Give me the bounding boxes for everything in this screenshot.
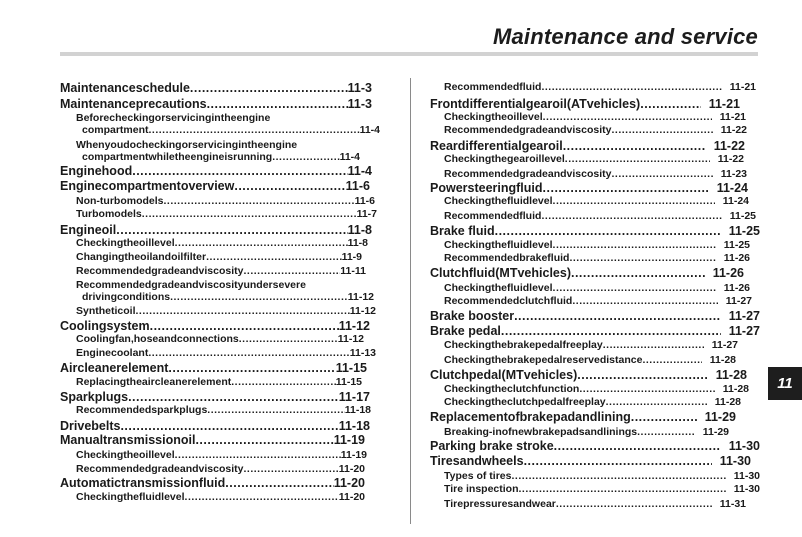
dot-leader: [571, 266, 705, 280]
toc-entry-title: Maintenanceprecautions: [60, 97, 207, 111]
dot-leader: [512, 470, 726, 482]
toc-entry[interactable]: [60, 179, 370, 193]
toc-entry-title: Brake booster: [430, 309, 515, 323]
toc-entry-title: Checkingthebrakepedalfreeplay: [444, 339, 603, 351]
toc-entry[interactable]: [60, 164, 372, 178]
toc-entry[interactable]: [430, 224, 760, 238]
toc-page-number: 11-11: [340, 265, 366, 277]
toc-page-number: 11-12: [338, 319, 370, 333]
toc-entry[interactable]: [444, 252, 750, 264]
toc-page-number: 11-4: [347, 164, 372, 178]
dot-leader: [231, 376, 335, 388]
toc-entry[interactable]: [444, 295, 752, 307]
toc-entry-title: Recommendedfluid: [444, 81, 542, 93]
dot-leader: [563, 139, 706, 153]
dot-leader: [572, 295, 717, 307]
dot-leader: [120, 419, 338, 433]
toc-page-number: 11-4: [359, 124, 380, 136]
toc-entry-title: Tire inspection: [444, 483, 519, 495]
toc-entry[interactable]: [60, 476, 365, 490]
toc-entry-title: Replacementofbrakepadandlining: [430, 410, 631, 424]
toc-entry[interactable]: [60, 223, 372, 237]
toc-page-number: 11-27: [711, 339, 738, 351]
toc-page-number: 11-30: [728, 439, 760, 453]
toc-page-number: 11-21: [708, 97, 740, 111]
toc-entry[interactable]: [430, 181, 748, 195]
toc-page-number: 11-29: [702, 426, 729, 438]
dot-leader: [606, 396, 707, 408]
toc-page-number: 11-12: [347, 291, 374, 303]
toc-entry-title: Replacingtheaircleanerelement: [76, 376, 232, 388]
toc-entry[interactable]: [76, 208, 377, 220]
toc-entry[interactable]: [76, 404, 371, 416]
toc-entry-title: Brake pedal: [430, 324, 501, 338]
toc-entry[interactable]: [430, 410, 736, 424]
dot-leader: [116, 223, 347, 237]
toc-page-number: 11-30: [719, 454, 751, 468]
toc-page-number: 11-15: [335, 376, 362, 388]
dot-leader: [207, 404, 344, 416]
dot-leader: [185, 491, 339, 503]
toc-entry-title[interactable]: Recommendedgradeandviscosityundersevere: [76, 279, 306, 291]
toc-page-number: 11-9: [341, 251, 362, 263]
toc-entry[interactable]: [76, 195, 375, 207]
toc-entry[interactable]: [430, 454, 751, 468]
toc-entry-title: Checkingthefluidlevel: [76, 491, 185, 503]
toc-page-number: 11-26: [712, 266, 744, 280]
dot-leader: [565, 153, 710, 165]
dot-leader: [142, 208, 357, 220]
toc-entry-title: Enginecompartmentoverview: [60, 179, 235, 193]
toc-entry[interactable]: [444, 124, 747, 136]
toc-page-number: 11-21: [719, 111, 746, 123]
toc-page-number: 11-22: [717, 153, 744, 165]
toc-entry[interactable]: [444, 339, 738, 351]
toc-page-number: 11-31: [719, 498, 746, 510]
dot-leader: [149, 124, 360, 136]
toc-entry[interactable]: [76, 463, 365, 475]
dot-leader: [524, 454, 712, 468]
toc-entry-title: Clutchfluid(MTvehicles): [430, 266, 571, 280]
toc-entry[interactable]: [444, 498, 746, 510]
toc-entry-title: Aircleanerelement: [60, 361, 169, 375]
dot-leader: [553, 282, 716, 294]
toc-page-number: 11-15: [335, 361, 367, 375]
toc-entry-title: Recommendedclutchfluid: [444, 295, 573, 307]
toc-page-number: 11-19: [340, 449, 367, 461]
toc-entry-title: compartmentwhiletheengineisrunning: [82, 151, 273, 163]
toc-page-number: 11-29: [704, 410, 736, 424]
dot-leader: [543, 111, 712, 123]
dot-leader: [272, 151, 339, 163]
toc-page-number: 11-22: [720, 124, 747, 136]
toc-entry-title: Checkingthefluidlevel: [444, 239, 553, 251]
toc-page-number: 11-28: [715, 368, 747, 382]
toc-page-number: 11-18: [344, 404, 371, 416]
toc-entry[interactable]: [82, 151, 360, 163]
toc-page-number: 11-3: [347, 97, 372, 111]
toc-page-number: 11-18: [338, 419, 370, 433]
dot-leader: [631, 410, 697, 424]
dot-leader: [519, 483, 726, 495]
toc-entry[interactable]: [444, 81, 756, 93]
toc-entry-title: Checkingthebrakepedalreservedistance: [444, 354, 643, 366]
dot-leader: [195, 433, 333, 447]
toc-entry[interactable]: [444, 426, 729, 438]
toc-entry[interactable]: [430, 368, 747, 382]
toc-page-number: 11-6: [345, 179, 370, 193]
toc-page-number: 11-21: [729, 81, 756, 93]
dot-leader: [132, 164, 347, 178]
toc-entry-title: Recommendedsparkplugs: [76, 404, 208, 416]
toc-entry-title: Maintenanceschedule: [60, 81, 190, 95]
toc-entry-title: Powersteeringfluid: [430, 181, 543, 195]
toc-entry[interactable]: [82, 291, 374, 303]
toc-page-number: 11-4: [339, 151, 360, 163]
toc-entry-title: Manualtransmissionoil: [60, 433, 196, 447]
toc-entry-title: Recommendedgradeandviscosity: [444, 168, 612, 180]
toc-page-number: 11-26: [723, 282, 750, 294]
toc-page-number: 11-13: [349, 347, 376, 359]
dot-leader: [553, 239, 716, 251]
toc-entry[interactable]: [76, 347, 376, 359]
dot-leader: [640, 97, 701, 111]
toc-page-number: 11-30: [733, 483, 760, 495]
dot-leader: [611, 124, 712, 136]
toc-entry-title: Checkingtheclutchpedalfreeplay: [444, 396, 606, 408]
dot-leader: [611, 168, 712, 180]
dot-leader: [543, 181, 709, 195]
toc-entry-title: Tiresandwheels: [430, 454, 524, 468]
dot-leader: [175, 449, 341, 461]
toc-page-number: 11-23: [720, 168, 747, 180]
toc-entry-title: Types of tires: [444, 470, 512, 482]
toc-entry[interactable]: [444, 470, 760, 482]
toc-entry[interactable]: [60, 419, 370, 433]
toc-entry-title: Checkingtheoillevel: [76, 449, 175, 461]
toc-entry-title: compartment: [82, 124, 149, 136]
toc-entry-title[interactable]: Beforecheckingorservicingintheengine: [76, 112, 271, 124]
toc-entry[interactable]: [430, 266, 744, 280]
toc-entry-title: Automatictransmissionfluid: [60, 476, 226, 490]
toc-page-number: 11-27: [728, 324, 760, 338]
toc-entry-title: drivingconditions: [82, 291, 171, 303]
header-rule: [60, 52, 758, 56]
dot-leader: [136, 305, 350, 317]
toc-entry[interactable]: [444, 383, 749, 395]
toc-entry-title: Enginehood: [60, 164, 133, 178]
toc-page-number: 11-6: [354, 195, 375, 207]
dot-leader: [164, 195, 355, 207]
dot-leader: [148, 347, 349, 359]
toc-entry[interactable]: [76, 376, 362, 388]
toc-entry[interactable]: [444, 168, 747, 180]
toc-entry-title: Recommendedgradeandviscosity: [76, 265, 244, 277]
toc-entry-title: Brake fluid: [430, 224, 495, 238]
dot-leader: [128, 390, 339, 404]
toc-entry[interactable]: [444, 483, 760, 495]
dot-leader: [501, 324, 721, 338]
toc-entry[interactable]: [430, 324, 760, 338]
toc-page-number: 11-12: [337, 333, 364, 345]
toc-entry-title: Recommendedgradeandviscosity: [76, 463, 244, 475]
toc-entry-title: Changingtheoilandoilfilter: [76, 251, 207, 263]
toc-entry-title: Recommendedbrakefluid: [444, 252, 570, 264]
toc-page-number: 11-28: [714, 396, 741, 408]
toc-page-number: 11-28: [722, 383, 749, 395]
dot-leader: [225, 476, 333, 490]
toc-entry-title: Checkingtheclutchfunction: [444, 383, 580, 395]
dot-leader: [556, 498, 712, 510]
dot-leader: [243, 463, 338, 475]
toc-entry[interactable]: [444, 195, 749, 207]
chapter-tab[interactable]: 11: [768, 367, 802, 400]
toc-entry[interactable]: [76, 265, 366, 277]
toc-entry-title: Checkingtheoillevel: [444, 111, 543, 123]
toc-entry-title: Recommendedgradeandviscosity: [444, 124, 612, 136]
toc-entry-title: Reardifferentialgearoil: [430, 139, 563, 153]
dot-leader: [175, 237, 348, 249]
toc-entry-title: Drivebelts: [60, 419, 121, 433]
toc-page-number: 11-20: [338, 491, 365, 503]
toc-entry[interactable]: [60, 390, 370, 404]
toc-page-number: 11-8: [347, 223, 372, 237]
dot-leader: [243, 265, 340, 277]
toc-entry-title: Checkingthegearoillevel: [444, 153, 565, 165]
toc-page-number: 11-12: [349, 305, 376, 317]
toc-page-number: 11-25: [728, 224, 760, 238]
dot-leader: [207, 97, 348, 111]
toc-entry[interactable]: [76, 251, 362, 263]
toc-entry[interactable]: [60, 433, 365, 447]
dot-leader: [541, 210, 721, 222]
dot-leader: [553, 195, 715, 207]
toc-entry[interactable]: [444, 153, 744, 165]
toc-page-number: 11-30: [733, 470, 760, 482]
dot-leader: [168, 361, 335, 375]
toc-entry[interactable]: [60, 319, 370, 333]
dot-leader: [577, 368, 707, 382]
toc-entry-title: Coolingfan,hoseandconnections: [76, 333, 239, 345]
dot-leader: [495, 224, 721, 238]
toc-entry-title: Parking brake stroke: [430, 439, 554, 453]
toc-entry[interactable]: [430, 309, 760, 323]
toc-entry[interactable]: [444, 111, 746, 123]
toc-entry-title: Checkingthefluidlevel: [444, 195, 553, 207]
toc-entry-title[interactable]: Whenyoudocheckingorservicingintheengine: [76, 139, 298, 151]
toc-entry[interactable]: [444, 282, 750, 294]
toc-entry-title: Non-turbomodels: [76, 195, 164, 207]
toc-entry-title: Clutchpedal(MTvehicles): [430, 368, 578, 382]
toc-entry-title: Checkingthefluidlevel: [444, 282, 553, 294]
dot-leader: [150, 319, 339, 333]
dot-leader: [569, 252, 715, 264]
toc-page-number: 11-17: [338, 390, 370, 404]
section-title: Maintenance and service: [492, 24, 758, 49]
dot-leader: [579, 383, 714, 395]
toc-entry-title: Checkingtheoillevel: [76, 237, 175, 249]
toc-page-number: 11-24: [716, 181, 748, 195]
toc-entry[interactable]: [444, 239, 750, 251]
dot-leader: [541, 81, 721, 93]
toc-entry-title: Enginecoolant: [76, 347, 149, 359]
toc-entry[interactable]: [430, 439, 760, 453]
dot-leader: [554, 439, 721, 453]
toc-entry[interactable]: [82, 124, 380, 136]
toc-entry-title: Syntheticoil: [76, 305, 136, 317]
dot-leader: [190, 81, 348, 95]
toc-entry-title: Engineoil: [60, 223, 117, 237]
toc-entry[interactable]: [430, 139, 745, 153]
toc-page-number: 11-26: [723, 252, 750, 264]
dot-leader: [637, 426, 695, 438]
dot-leader: [206, 251, 341, 263]
toc-entry[interactable]: [444, 396, 741, 408]
toc-entry-title: Tirepressuresandwear: [444, 498, 556, 510]
column-divider: [410, 78, 411, 524]
toc-entry-title: Breaking-inofnewbrakepadsandlinings: [444, 426, 638, 438]
toc-page-number: 11-20: [333, 476, 365, 490]
toc-entry-title: Frontdifferentialgearoil(ATvehicles): [430, 97, 641, 111]
toc-entry-title: Turbomodels: [76, 208, 142, 220]
toc-entry[interactable]: [76, 491, 365, 503]
toc-page-number: 11-19: [333, 433, 365, 447]
dot-leader: [642, 354, 701, 366]
toc-page-number: 11-25: [723, 239, 750, 251]
toc-entry-title: Sparkplugs: [60, 390, 129, 404]
toc-page-number: 11-8: [347, 237, 368, 249]
toc-page-number: 11-24: [722, 195, 749, 207]
toc-entry[interactable]: [76, 333, 364, 345]
toc-entry-title: Coolingsystem: [60, 319, 150, 333]
dot-leader: [234, 179, 345, 193]
dot-leader: [603, 339, 704, 351]
toc-entry-title: Recommendedfluid: [444, 210, 542, 222]
toc-entry[interactable]: [444, 354, 736, 366]
dot-leader: [239, 333, 338, 345]
toc-entry[interactable]: [76, 305, 376, 317]
toc-entry[interactable]: [60, 81, 372, 95]
toc-page-number: 11-3: [347, 81, 372, 95]
toc-page-number: 11-22: [713, 139, 745, 153]
dot-leader: [170, 291, 348, 303]
toc-entry[interactable]: [444, 210, 756, 222]
toc-page-number: 11-20: [338, 463, 365, 475]
toc-entry[interactable]: [76, 237, 368, 249]
toc-entry[interactable]: [76, 449, 367, 461]
toc-page-number: 11-28: [709, 354, 736, 366]
toc-entry[interactable]: [430, 97, 740, 111]
toc-entry[interactable]: [60, 97, 372, 111]
toc-page-number: 11-27: [728, 309, 760, 323]
toc-page-number: 11-7: [356, 208, 377, 220]
toc-entry[interactable]: [60, 361, 367, 375]
toc-page-number: 11-25: [729, 210, 756, 222]
dot-leader: [514, 309, 721, 323]
toc-page-number: 11-27: [725, 295, 752, 307]
